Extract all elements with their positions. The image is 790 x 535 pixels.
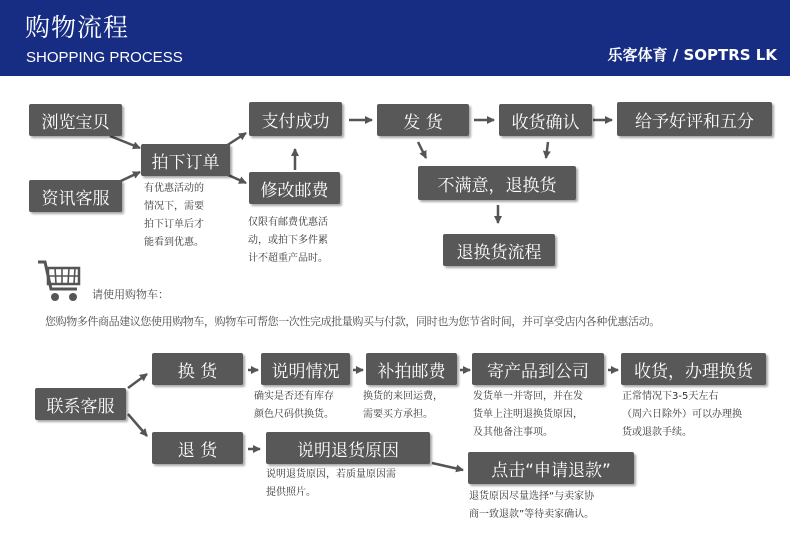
extra-postage-note-line: 换货的来回运费，: [363, 391, 443, 402]
pay-box: 支付成功: [249, 102, 342, 136]
extra-postage-note-line: 需要买方承担。: [363, 409, 433, 420]
consult-box: 资讯客服: [29, 180, 122, 212]
modify-postage-box: 修改邮费: [249, 172, 340, 204]
ship-box: 发 货: [377, 104, 469, 136]
explain-note-line: 颜色尺码供换货。: [254, 409, 334, 420]
arrow-reason-apply: [432, 463, 463, 470]
order-note-line: 能看到优惠。: [144, 237, 204, 248]
refund-reason-note-line: 提供照片。: [266, 487, 316, 498]
page-title: 购物流程: [25, 13, 130, 42]
confirm-box: 收货确认: [499, 104, 592, 136]
apply-refund-note: [469, 488, 594, 524]
postage-note-line: 计不超重产品时。: [248, 253, 328, 264]
shopping-cart-icon: [36, 259, 86, 305]
send-note: [473, 388, 583, 442]
receive-exchange-box: 收货，办理换货: [621, 353, 766, 385]
unsatisfied-box: 不满意，退换货: [418, 166, 576, 200]
receive-note-line: （周六日除外）可以办理换: [622, 409, 742, 420]
cart-title: 请使用购物车：: [92, 288, 169, 301]
send-note-line: 发货单一并寄回，并在发: [473, 391, 583, 402]
send-note-line: 货单上注明退换货原因，: [473, 409, 583, 420]
exchange-box: 换 货: [152, 353, 243, 385]
explain-note-line: 确实是否还有库存: [254, 391, 334, 402]
order-box: 拍下订单: [141, 144, 230, 176]
explain-note: [254, 388, 334, 424]
order-note: [144, 180, 204, 252]
extra-postage-note: [363, 388, 443, 424]
apply-refund-box: 点击“申请退款”: [468, 452, 634, 484]
apply-refund-note-line: 退货原因尽量选择“与卖家协: [469, 491, 595, 502]
receive-note: [622, 388, 742, 442]
browse-box: 浏览宝贝: [29, 104, 122, 136]
apply-refund-note-line: 商一致退款”等待卖家确认。: [469, 509, 595, 520]
postage-note-line: 动，或拍下多件累: [248, 235, 328, 246]
arrow-contact-refund: [128, 414, 147, 436]
arrow-confirm-unsatisfied: [546, 142, 548, 158]
send-note-line: 及其他备注事项。: [473, 427, 553, 438]
refund-box: 退 货: [152, 432, 243, 464]
receive-note-line: 正常情况下3-5天左右: [622, 391, 719, 402]
order-note-line: 拍下订单后才: [144, 219, 204, 230]
arrow-contact-exchange: [128, 374, 147, 388]
return-process-box: 退换货流程: [443, 234, 555, 266]
send-to-company-box: 寄产品到公司: [472, 353, 604, 385]
postage-note-line: 仅限有邮费优惠活: [248, 217, 328, 228]
brand-label: 乐客体育 / SOPTRS LK: [607, 46, 777, 64]
order-note-line: 有优惠活动的: [144, 183, 204, 194]
arrow-browse-order: [110, 136, 140, 148]
refund-reason-note: [266, 466, 396, 502]
refund-reason-note-line: 说明退货原因，若质量原因需: [266, 469, 396, 480]
contact-service-box: 联系客服: [35, 388, 126, 420]
explain-situation-box: 说明情况: [261, 353, 350, 385]
review-box: 给予好评和五分: [617, 102, 772, 136]
page-subtitle: SHOPPING PROCESS: [26, 49, 183, 66]
cart-description: 您购物多件商品建议您使用购物车，购物车可帮您一次性完成批量购买与付款，同时也为您节省时间，并可享受店内各种优惠活动。: [45, 315, 660, 328]
arrow-ship-unsatisfied: [418, 142, 426, 158]
order-note-line: 情况下，需要: [144, 201, 204, 212]
refund-reason-box: 说明退货原因: [266, 432, 430, 464]
postage-note: [248, 214, 328, 268]
extra-postage-box: 补拍邮费: [366, 353, 457, 385]
receive-note-line: 货或退款手续。: [622, 427, 692, 438]
